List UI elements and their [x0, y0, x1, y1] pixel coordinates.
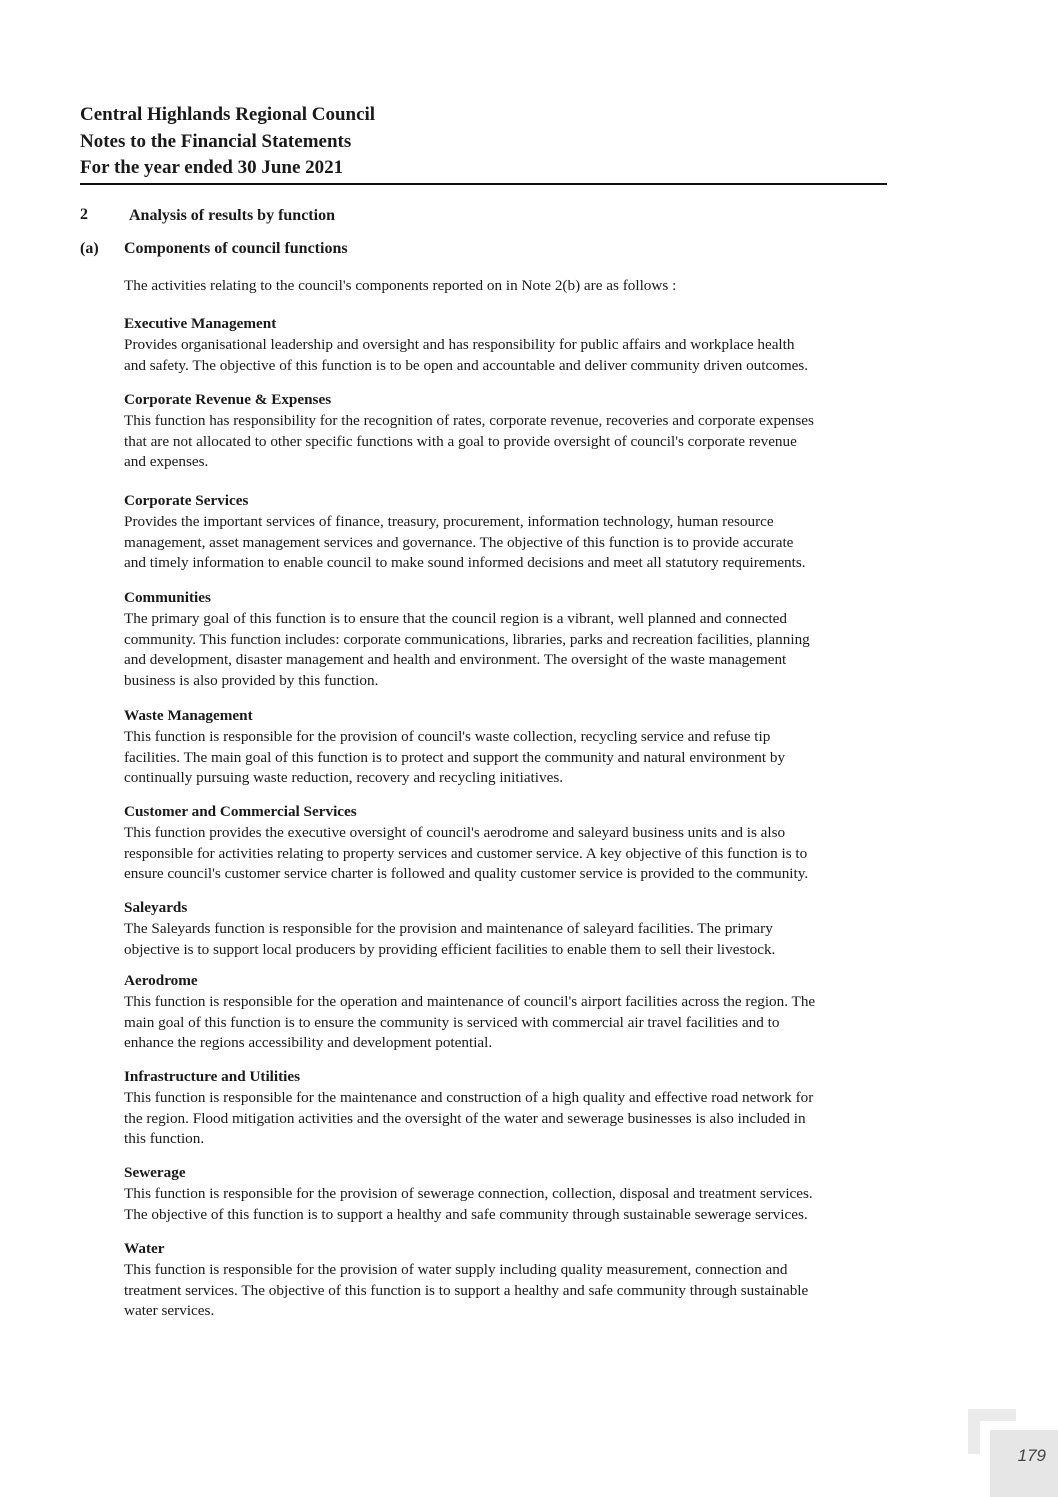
function-text-line: This function is responsible for the maintenance and construction of a high quality and effective road network for: [124, 1088, 814, 1106]
council-name: Central Highlands Regional Council: [80, 104, 376, 125]
function-heading: Water: [124, 1240, 165, 1257]
function-infrastructure-utilities: [124, 1067, 894, 1150]
function-text-line: water services.: [124, 1302, 215, 1320]
reporting-period: For the year ended 30 June 2021: [80, 157, 344, 178]
document-header: [80, 102, 887, 185]
function-text-line: This function is responsible for the provision of water supply including quality measurement, connection and: [124, 1260, 788, 1278]
statement-title: Notes to the Financial Statements: [80, 130, 352, 152]
page-number: 179: [1017, 1446, 1046, 1465]
function-executive-management: [124, 314, 894, 376]
function-heading: Corporate Revenue & Expenses: [124, 391, 332, 408]
function-text-line: business is also provided by this function.: [124, 672, 379, 690]
function-text-line: continually pursuing waste reduction, recovery and recycling initiatives.: [124, 769, 564, 787]
function-text-line: responsible for activities relating to property services and customer service. A key objective of this function is to: [124, 844, 808, 862]
function-text-line: objective is to support local producers by providing efficient facilities to enable them to sell their livestock.: [124, 940, 776, 958]
function-text-line: and timely information to enable council to make sound informed decisions and meet all statutory requirements.: [124, 554, 806, 572]
function-heading: Waste Management: [124, 707, 253, 724]
function-text-line: Provides organisational leadership and oversight and has responsibility for public affairs and workplace health: [124, 335, 795, 353]
function-text-line: The objective of this function is to support a healthy and safe community through sustainable sewerage services.: [124, 1205, 808, 1223]
page-corner-decoration: [968, 1409, 980, 1454]
function-text-line: The primary goal of this function is to ensure that the council region is a vibrant, well planned and connected: [124, 609, 787, 627]
function-text-line: This function provides the executive oversight of council's aerodrome and saleyard business units and is also: [124, 823, 786, 841]
function-text-line: This function is responsible for the operation and maintenance of council's airport facilities across the region. The: [124, 992, 816, 1010]
function-saleyards: [124, 898, 894, 960]
page-number-box: [990, 1430, 1058, 1497]
function-text-line: The Saleyards function is responsible for the provision and maintenance of saleyard facilities. The primary: [124, 919, 773, 937]
function-text-line: and safety. The objective of this function is to be open and accountable and deliver community driven outcomes.: [124, 356, 809, 374]
function-heading: Sewerage: [124, 1164, 186, 1181]
function-heading: Infrastructure and Utilities: [124, 1068, 301, 1085]
function-text-line: main goal of this function is to ensure the community is serviced with commercial air travel facilities and to: [124, 1013, 780, 1031]
function-text-line: This function is responsible for the provision of sewerage connection, collection, disposal and treatment services.: [124, 1184, 813, 1202]
function-heading: Aerodrome: [124, 972, 198, 989]
function-corporate-services: [124, 491, 894, 574]
function-text-line: and development, disaster management and health and environment. The oversight of the waste management: [124, 651, 787, 669]
function-text-line: treatment services. The objective of this function is to support a healthy and safe community through sustainable: [124, 1281, 809, 1299]
section-title: Analysis of results by function: [129, 207, 335, 224]
subsection-label: (a): [80, 240, 99, 257]
function-text-line: ensure council's customer service charter is followed and quality customer service is provided to the community.: [124, 865, 809, 883]
function-waste-management: [124, 706, 894, 789]
intro-paragraph: The activities relating to the council's components reported on in Note 2(b) are as follows :: [124, 277, 677, 294]
function-heading: Corporate Services: [124, 492, 249, 509]
function-text-line: the region. Flood mitigation activities and the oversight of the water and sewerage businesses is also included in: [124, 1109, 806, 1127]
function-text-line: facilities. The main goal of this function is to protect and support the community and natural environment by: [124, 748, 786, 766]
function-text-line: This function is responsible for the provision of council's waste collection, recycling service and refuse tip: [124, 727, 771, 745]
function-customer-commercial: [124, 802, 894, 885]
function-text-line: management, asset management services and governance. The objective of this function is to provide accurate: [124, 533, 794, 551]
subsection-title: Components of council functions: [124, 240, 348, 257]
function-corporate-revenue: [124, 390, 894, 473]
function-heading: Executive Management: [124, 315, 277, 332]
header-rule: [80, 183, 887, 185]
function-heading: Customer and Commercial Services: [124, 803, 357, 820]
function-text-line: community. This function includes: corporate communications, libraries, parks and recreation facilities, planning: [124, 630, 810, 648]
function-text-line: this function.: [124, 1130, 205, 1148]
function-water: [124, 1239, 894, 1322]
function-heading: Saleyards: [124, 899, 188, 916]
section-number: 2: [80, 206, 88, 223]
function-text-line: This function has responsibility for the recognition of rates, corporate revenue, recoveries and corporate expenses: [124, 411, 814, 429]
function-sewerage: [124, 1163, 894, 1225]
function-communities: [124, 588, 894, 692]
function-text-line: that are not allocated to other specific functions with a goal to provide oversight of council's corporate revenue: [124, 432, 797, 450]
function-text-line: Provides the important services of finance, treasury, procurement, information technology, human resource: [124, 512, 774, 530]
function-text-line: enhance the regions accessibility and development potential.: [124, 1034, 493, 1052]
function-heading: Communities: [124, 589, 211, 606]
function-text-line: and expenses.: [124, 453, 209, 471]
function-aerodrome: [124, 971, 894, 1054]
